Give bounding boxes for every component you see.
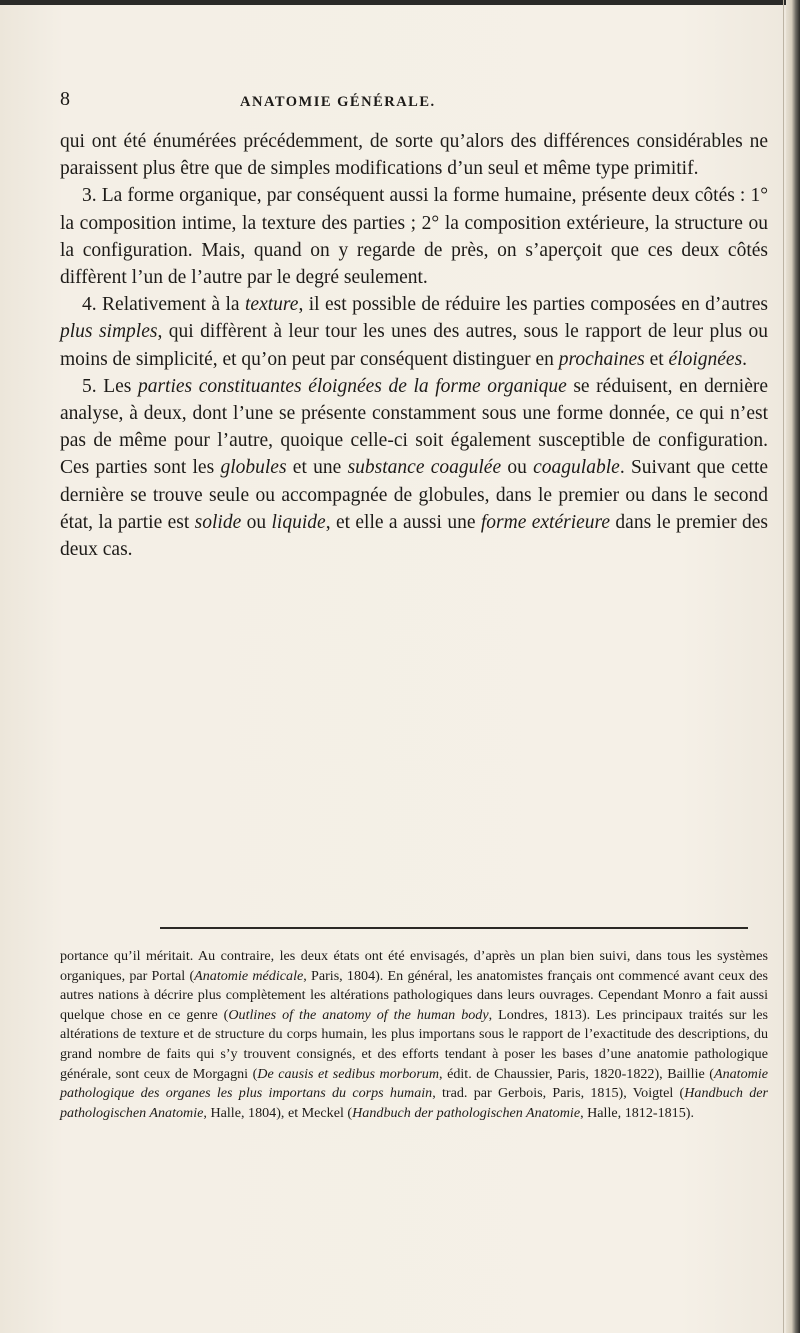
footnote-part-a: portance qu’il méritait. Au contraire, les deux états ont été envisagés, d’après un plan bien suivi, dans tous les systèmes organiques, par Portal ( <box>60 948 768 984</box>
footnote-italic-anatomie-medicale: Anatomie médicale <box>194 967 304 984</box>
paragraph-4-part-o: dans le premier des deux cas. <box>60 511 768 561</box>
paragraph-4-part-a: 5. Les <box>82 375 138 397</box>
paragraph-4-italic-solid: solide <box>194 511 242 533</box>
footnote-part-i: , trad. par Gerbois, Paris, 1815), Voigtel ( <box>432 1085 685 1102</box>
paragraph-4-part-i: . Suivant que cette dernière se trouve seule ou accompagnée de globules, dans le premier ou dans le second état, la partie est <box>60 457 769 533</box>
paragraph-4-part-g: ou <box>501 457 534 479</box>
footnote <box>60 947 768 1123</box>
paragraph-3-italic-near: prochaines <box>558 348 645 370</box>
paragraph-3-italic-texture: texture <box>245 294 299 316</box>
top-scan-edge <box>0 0 800 5</box>
paragraph-2-text: 3. La forme organique, par conséquent aussi la forme humaine, présente deux côtés : 1° la composition intime, la texture des parties ; 2° la composition extérieure, la structure ou la configuration. Mais, quand on y regarde de près, on s’aperçoit que ces deux côtés diffèrent l’un de l’autre par le degré seulement. <box>60 185 768 289</box>
paragraph-4-italic-coagulable: coagulable <box>533 457 620 479</box>
footnote-italic-handbuch-voigtel: Handbuch der pathologischen Anatomie <box>60 1085 768 1121</box>
paragraph-3-part-i: . <box>742 348 748 370</box>
paragraph-1 <box>60 128 768 182</box>
paragraph-3-italic-remote: éloignées <box>668 348 743 370</box>
right-scan-edge <box>786 0 800 1333</box>
page-header <box>60 88 760 116</box>
paragraph-3 <box>60 291 768 373</box>
footnote-italic-handbuch-meckel: Handbuch der pathologischen Anatomie <box>352 1104 581 1121</box>
paragraph-4-part-e: et une <box>286 457 348 479</box>
paragraph-3-italic-simpler: plus simples <box>60 321 158 343</box>
paragraph-3-part-c: , il est possible de réduire les parties composées en d’autres <box>298 294 768 316</box>
footnote-part-g: , édit. de Chaussier, Paris, 1820-1822), Baillie ( <box>439 1065 714 1082</box>
footnote-italic-outlines: Outlines of the anatomy of the human body <box>228 1006 489 1023</box>
footnote-part-k: , Halle, 1804), et Meckel ( <box>203 1104 353 1121</box>
footnote-italic-anatomie-pathologique: Anatomie pathologique des organes les plus importans du corps humain <box>60 1065 768 1102</box>
right-margin-line <box>783 0 784 1333</box>
paragraph-2 <box>60 182 768 291</box>
footnote-paragraph <box>60 947 768 1123</box>
paragraph-4-italic-liquid: liquide <box>271 511 326 533</box>
paragraph-3-part-e: , qui diffèrent à leur tour les unes des autres, sous le rapport de leur plus ou moins de simplicité, et qu’on peut par conséquent distinguer en <box>60 321 768 370</box>
paragraph-4-part-c: se réduisent, en dernière analyse, à deux, dont l’une se présente constamment sous une forme donnée, ce qui n’est pas de même pour l’autre, quoique celle-ci soit également susceptible de configuration. Ces parties sont les <box>60 375 768 479</box>
paragraph-3-part-a: 4. Relativement à la <box>82 294 246 316</box>
paragraph-4-italic-external-form: forme extérieure <box>480 511 611 533</box>
page-number: 8 <box>60 88 70 110</box>
paragraph-4-italic-coagulated: substance coagulée <box>347 457 502 479</box>
paragraph-3-part-g: et <box>644 348 669 370</box>
paragraph-4 <box>60 373 768 563</box>
paragraph-4-italic-parts: parties constituantes éloignées de la forme organique <box>137 375 567 397</box>
paragraph-4-part-m: , et elle a aussi une <box>325 511 481 533</box>
running-title: ANATOMIE GÉNÉRALE. <box>240 94 436 110</box>
footnote-part-e: , Londres, 1813). Les principaux traités sur les altérations de texture et de structure du corps humain, les plus importans sous le rapport de l’exactitude des descriptions, du grand nombre de faits qui s’y trouvent consignés, et des efforts tendant à poser les bases d’une anatomie pathologique générale, sont ceux de Morgagni ( <box>60 1006 768 1082</box>
paragraph-4-italic-globules: globules <box>220 457 287 479</box>
footnote-italic-de-causis: De causis et sedibus morborum <box>257 1065 440 1082</box>
footnote-separator <box>160 927 748 929</box>
footnote-part-c: , Paris, 1804). En général, les anatomistes français ont commencé avant ceux des autres nations à décrire plus complètement les altérations pathologiques dans leurs ouvrages. Cependant Monro a fait aussi quelque chose en ce genre ( <box>60 967 768 1023</box>
main-text <box>60 128 768 563</box>
paragraph-1-text: qui ont été énumérées précédemment, de sorte qu’alors des différences considérables ne paraissent plus être que de simples modifications d’un seul et même type primitif. <box>60 131 768 180</box>
footnote-part-m: , Halle, 1812-1815). <box>580 1104 694 1121</box>
paragraph-4-part-k: ou <box>241 511 272 533</box>
